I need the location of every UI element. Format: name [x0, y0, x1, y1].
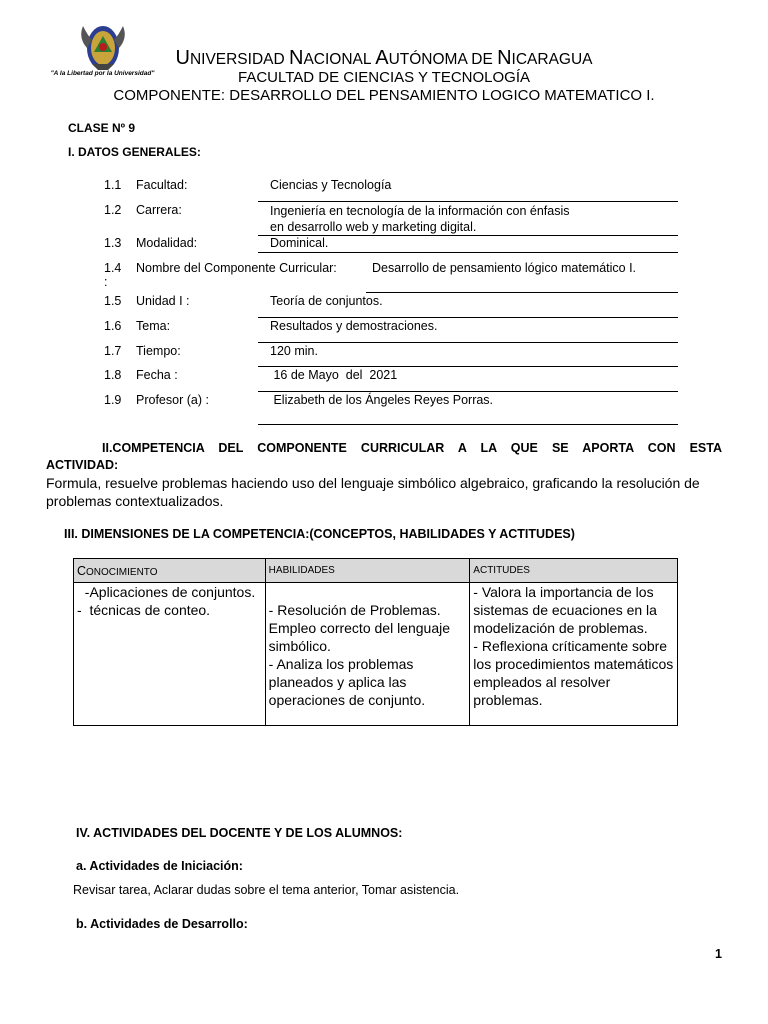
row-number: 1.6: [104, 319, 122, 333]
subsection-initiation-title: a. Actividades de Iniciación:: [76, 859, 243, 873]
motto-text: "A la Libertad por la Universidad": [50, 70, 155, 77]
faculty-title: FACULTAD DE CIENCIAS Y TECNOLOGÍA: [237, 69, 531, 86]
section-dimensions-title: III. DIMENSIONES DE LA COMPETENCIA:(CONCEPTOS, HABILIDADES Y ACTITUDES): [64, 527, 575, 541]
cell-actitudes: - Valora la importancia de los sistemas de ecuaciones en la modelización de problemas. - Reflexiona críticamente sobre los procedimientos matemáticos empleados al resolver problemas.: [470, 583, 678, 726]
row-value: Desarrollo de pensamiento lógico matemático I.: [372, 261, 637, 275]
row-number: 1.5: [104, 294, 122, 308]
row-number: 1.8: [104, 368, 122, 382]
underline: [258, 201, 678, 202]
header-habilidades: HABILIDADES: [265, 559, 470, 583]
table-header-row: [74, 559, 678, 583]
row-value: Teoría de conjuntos.: [270, 294, 383, 308]
underline: [258, 424, 678, 425]
row-label: Nombre del Componente Curricular:: [136, 261, 337, 275]
row-value: Dominical.: [270, 236, 329, 250]
section-activities-title: IV. ACTIVIDADES DEL DOCENTE Y DE LOS ALUMNOS:: [76, 826, 403, 840]
underline: [366, 292, 678, 293]
dimensions-table: [73, 558, 678, 726]
row-number: 1.4: [104, 261, 122, 275]
section-general-data-title: I. DATOS GENERALES:: [68, 145, 201, 159]
page-number: 1: [715, 947, 722, 961]
row-value: Elizabeth de los Ángeles Reyes Porras.: [270, 393, 494, 407]
row-label: Tema:: [136, 319, 171, 333]
university-name: UNIVERSIDAD NACIONAL AUTÓNOMA DE NICARAGUA: [175, 47, 593, 69]
row-number: 1.2: [104, 203, 122, 217]
row-colon: :: [104, 275, 108, 289]
class-number: CLASE Nº 9: [68, 121, 136, 135]
header-conocimiento: CONOCIMIENTO: [74, 559, 266, 583]
underline: [258, 366, 678, 367]
header-actitudes: ACTITUDES: [470, 559, 678, 583]
section-competence-title: II.COMPETENCIA DEL COMPONENTE CURRICULAR A LA QUE SE APORTA CON ESTA: [102, 441, 722, 455]
row-number: 1.9: [104, 393, 122, 407]
section-competence-title-cont: ACTIVIDAD:: [46, 458, 119, 472]
row-number: 1.1: [104, 178, 122, 192]
table-row: [74, 583, 678, 726]
row-label: Profesor (a) :: [136, 393, 209, 407]
row-value: Resultados y demostraciones.: [270, 319, 438, 333]
competence-text: Formula, resuelve problemas haciendo uso del lenguaje simbólico algebraico, graficando la resolución de problemas contextualizados.: [46, 475, 700, 509]
underline: [258, 317, 678, 318]
underline: [258, 252, 678, 253]
row-label: Tiempo:: [136, 344, 181, 358]
row-number: 1.7: [104, 344, 122, 358]
underline: [258, 391, 678, 392]
row-label: Facultad:: [136, 178, 188, 192]
row-number: 1.3: [104, 236, 122, 250]
row-label: Fecha :: [136, 368, 178, 382]
cell-habilidades: - Resolución de Problemas. Empleo correcto del lenguaje simbólico. - Analiza los problemas planeados y aplica las operaciones de conjunto.: [265, 583, 470, 726]
cell-conocimiento: -Aplicaciones de conjuntos. - técnicas de conteo.: [74, 583, 266, 726]
row-label: Carrera:: [136, 203, 182, 217]
row-label: Unidad I :: [136, 294, 190, 308]
initiation-text: Revisar tarea, Aclarar dudas sobre el tema anterior, Tomar asistencia.: [73, 883, 460, 897]
row-label: Modalidad:: [136, 236, 198, 250]
row-value: Ingeniería en tecnología de la información con énfasis en desarrollo web y marketing digital.: [270, 204, 570, 234]
row-value: Ciencias y Tecnología: [270, 178, 392, 192]
component-title: COMPONENTE: DESARROLLO DEL PENSAMIENTO LOGICO MATEMATICO I.: [113, 87, 655, 104]
subsection-development-title: b. Actividades de Desarrollo:: [76, 917, 248, 931]
underline: [258, 342, 678, 343]
row-value: 16 de Mayo del 2021: [270, 368, 398, 382]
row-value: 120 min.: [270, 344, 318, 358]
